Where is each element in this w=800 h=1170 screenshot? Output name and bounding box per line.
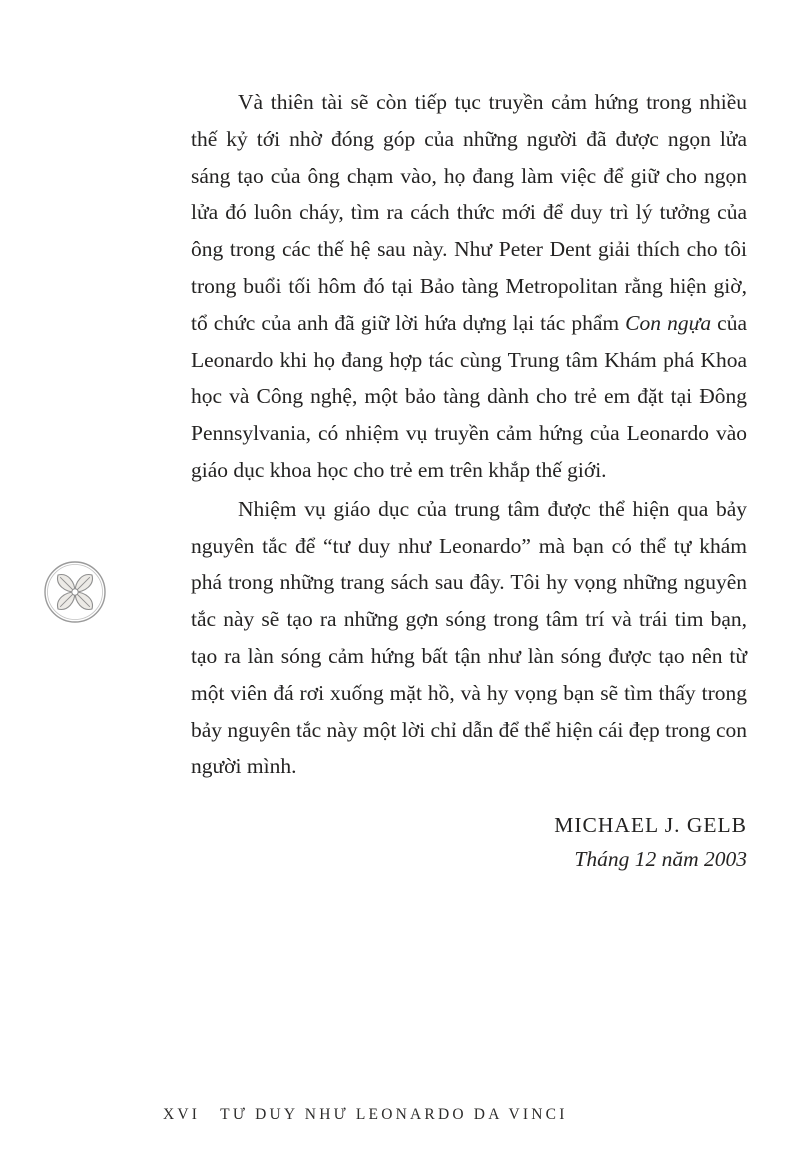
paragraph-2-text: Nhiệm vụ giáo dục của trung tâm được thể hiện qua bảy nguyên tắc để “tư duy như Leonardo” mà bạn có thể tự khám phá trong những trang sách sau đây. Tôi hy vọng những nguyên tắc này sẽ tạo ra những gợn sóng trong tâm trí và trái tim bạn, tạo ra làn sóng cảm hứng bất tận như làn sóng được tạo nên từ một viên đá rơi xuống mặt hồ, và hy vọng bạn sẽ tìm thấy trong bảy nguyên tắc này một lời chỉ dẫn để thể hiện cái đẹp trong con người mình.: [191, 496, 747, 779]
rosette-ornament-icon: [43, 560, 107, 624]
paragraph-1-text-b: của Leonardo khi họ đang hợp tác cùng Trung tâm Khám phá Khoa học và Công nghệ, một bảo tàng dành cho trẻ em đặt tại Đông Pennsylvania, có nhiệm vụ truyền cảm hứng của Leonardo vào giáo dục khoa học cho trẻ em trên khắp thế giới.: [191, 310, 747, 482]
work-title-italic: Con ngựa: [625, 310, 712, 335]
running-title: TƯ DUY NHƯ LEONARDO DA VINCI: [220, 1106, 568, 1123]
paragraph-1-text-a: Và thiên tài sẽ còn tiếp tục truyền cảm hứng trong nhiều thế kỷ tới nhờ đóng góp của những người đã được ngọn lửa sáng tạo của ông chạm vào, họ đang làm việc để giữ cho ngọn lửa đó luôn cháy, tìm ra cách thức mới để duy trì lý tưởng của ông trong các thế hệ sau này. Như Peter Dent giải thích cho tôi trong buổi tối hôm đó tại Bảo tàng Metropolitan rằng hiện giờ, tổ chức của anh đã giữ lời hứa dựng lại tác phẩm: [191, 90, 747, 335]
text-block: [191, 84, 747, 872]
page-number: XVI: [163, 1106, 201, 1123]
author-signature: MICHAEL J. GELB: [554, 813, 747, 838]
paragraph-2: [191, 491, 747, 785]
page-footer: [163, 1106, 568, 1124]
paragraph-1: [191, 84, 747, 489]
signature-date: Tháng 12 năm 2003: [574, 847, 747, 872]
